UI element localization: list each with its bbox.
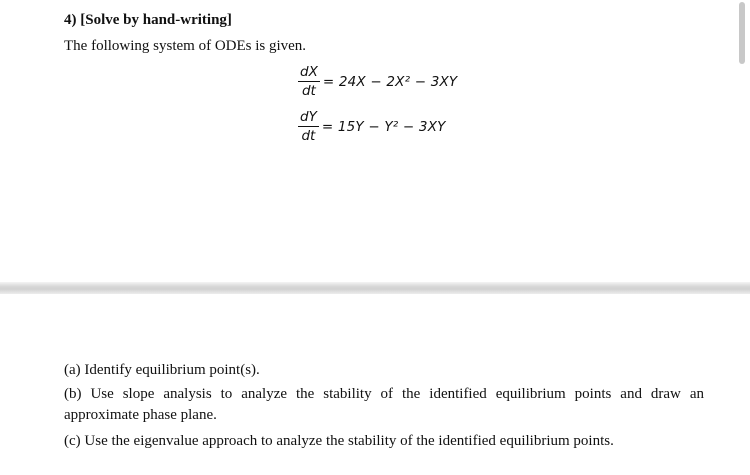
fraction-numerator: dX <box>300 64 318 80</box>
equation-dx-dt <box>298 64 457 99</box>
fraction-numerator: dY <box>300 109 317 125</box>
equation-right-side: = 24X − 2X² − 3XY <box>322 73 458 90</box>
question-intro: The following system of ODEs is given. <box>64 38 307 54</box>
equation-right-side: = 15Y − Y² − 3XY <box>321 118 446 135</box>
derivative-fraction <box>298 109 319 144</box>
equation-dy-dt <box>298 109 446 144</box>
question-heading: 4) [Solve by hand-writing] <box>64 12 232 28</box>
fraction-denominator: dt <box>301 83 316 99</box>
derivative-fraction <box>298 64 320 99</box>
page-two <box>0 294 750 475</box>
fraction-denominator: dt <box>301 128 316 144</box>
part-b-text: (b) Use slope analysis to analyze the stability of the identified equilibrium points and draw an approximate phase plane. <box>64 386 704 423</box>
page-separator <box>0 282 750 294</box>
part-c-text: (c) Use the eigenvalue approach to analyze the stability of the identified equilibrium points. <box>64 433 614 449</box>
part-a-text: (a) Identify equilibrium point(s). <box>64 362 260 378</box>
scrollbar-thumb[interactable] <box>739 2 745 64</box>
